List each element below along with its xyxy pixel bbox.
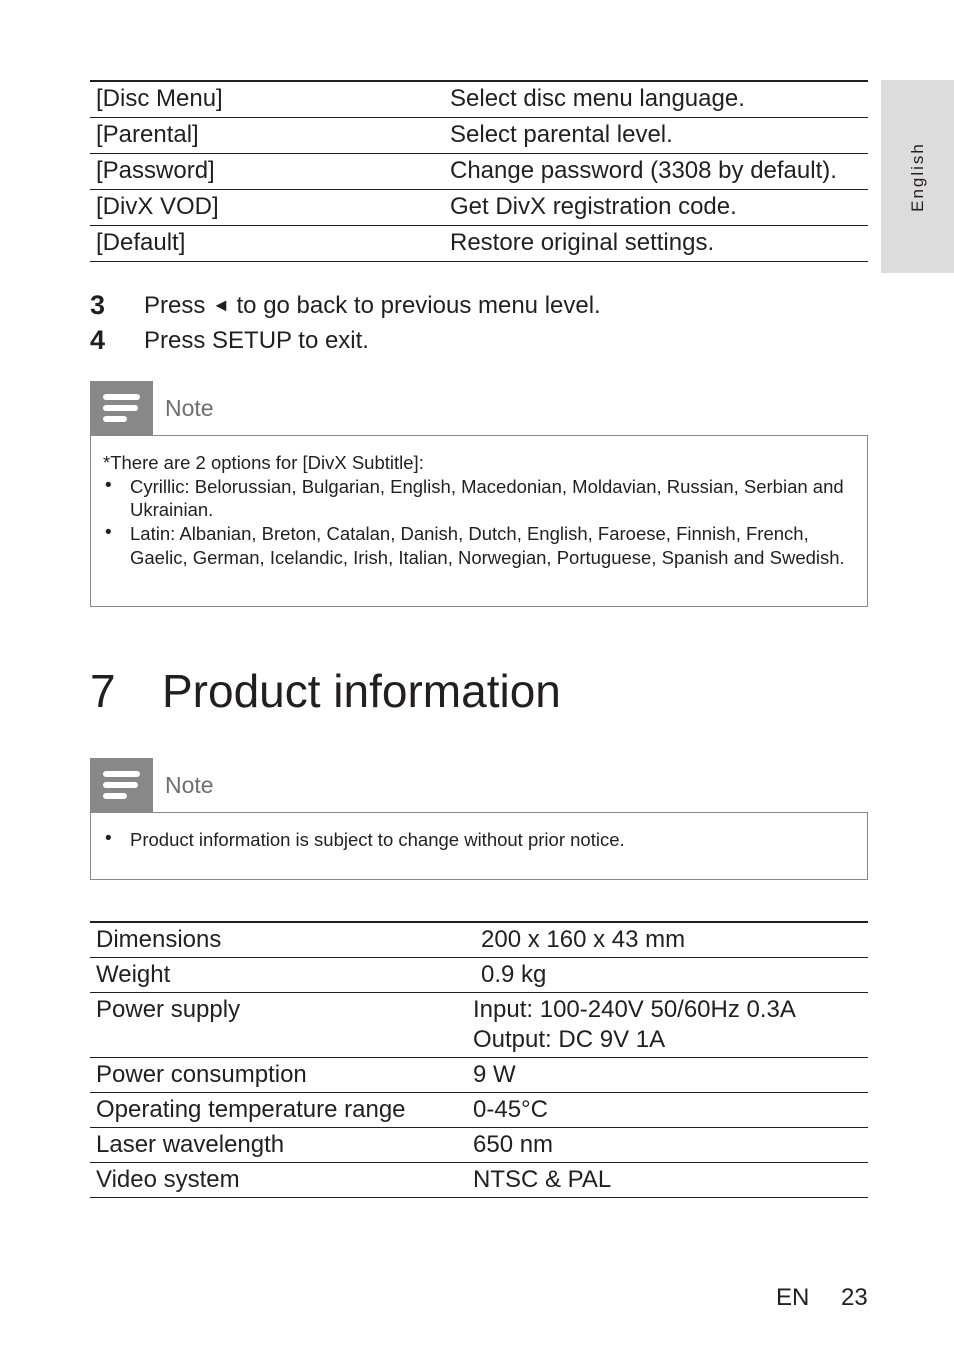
note-icon xyxy=(90,758,153,813)
settings-table xyxy=(90,80,868,262)
table-row xyxy=(90,1128,868,1163)
list-item-term: Latin xyxy=(130,523,171,545)
left-arrow-icon: ◄ xyxy=(212,295,230,315)
list-item-term: Cyrillic xyxy=(130,475,185,497)
spec-value-line: 0.9 kg xyxy=(481,961,547,988)
note-intro xyxy=(91,436,867,475)
list-item xyxy=(91,475,867,522)
footer-language-code: EN xyxy=(776,1284,810,1311)
spec-value xyxy=(467,993,868,1058)
spec-value xyxy=(467,922,868,958)
step-text xyxy=(144,288,601,323)
note-box xyxy=(90,812,868,880)
list-item: • Product information is subject to change without prior notice. xyxy=(91,828,867,852)
step-text-post: to exit. xyxy=(291,327,369,354)
spec-value xyxy=(467,1093,868,1128)
list-item-text: : Belorussian, Bulgarian, English, Macedonian, Moldavian, Russian, Serbian and Ukrainian. xyxy=(130,475,844,521)
table-row xyxy=(90,1163,868,1198)
step-number: 3 xyxy=(90,290,106,320)
setting-description: Select parental level. xyxy=(444,118,868,154)
table-row xyxy=(90,81,868,118)
chapter-number: 7 xyxy=(90,665,116,717)
spec-value-line: Output: DC 9V 1A xyxy=(473,1026,666,1053)
spec-value-line: 0-45°C xyxy=(473,1096,548,1123)
spec-value-line: NTSC & PAL xyxy=(473,1166,612,1193)
spec-value xyxy=(467,1163,868,1198)
note-title: Note xyxy=(165,395,214,421)
setting-description: Select disc menu language. xyxy=(444,81,868,118)
table-row xyxy=(90,226,868,262)
spec-value-line: 650 nm xyxy=(473,1131,554,1158)
spec-name: Operating temperature range xyxy=(90,1093,467,1128)
note-list xyxy=(91,475,867,570)
note-intro-text: *There are 2 options for xyxy=(103,452,303,473)
table-row xyxy=(90,1058,868,1093)
table-row xyxy=(90,1093,868,1128)
setting-description: Get DivX registration code. xyxy=(444,190,868,226)
table-row xyxy=(90,190,868,226)
note-box xyxy=(90,435,868,607)
spec-name: Laser wavelength xyxy=(90,1128,467,1163)
setting-description: Change password (3308 by default). xyxy=(444,154,868,190)
table-row xyxy=(90,118,868,154)
language-side-tab-label: English xyxy=(907,141,927,212)
spec-value-line: 200 x 160 x 43 mm xyxy=(481,926,686,953)
list-item-text: : Albanian, Breton, Catalan, Danish, Dutch, English, Faroese, Finnish, French, Gaelic, German, Icelandic, Irish, Italian, Norwegian, Portuguese, Spanish and Swedish. xyxy=(130,523,845,568)
step-number: 4 xyxy=(90,325,106,355)
language-side-tab xyxy=(881,80,954,273)
table-row xyxy=(90,958,868,993)
spec-value xyxy=(467,1058,868,1093)
note-intro-option: [DivX Subtitle] xyxy=(302,452,419,473)
step-text-post: to go back to previous menu level. xyxy=(229,292,601,319)
setting-name: [DivX VOD] xyxy=(90,190,444,226)
spec-value-line: Input: 100-240V 50/60Hz 0.3A xyxy=(473,996,796,1023)
spec-table xyxy=(90,921,868,1198)
setting-name: [Parental] xyxy=(90,118,444,154)
page-number: 23 xyxy=(841,1284,868,1311)
note-list xyxy=(91,813,867,852)
table-row xyxy=(90,922,868,958)
setting-name: [Default] xyxy=(90,226,444,262)
chapter-title: Product information xyxy=(162,665,561,717)
spec-name: Power supply xyxy=(90,993,467,1058)
spec-value-line: 9 W xyxy=(473,1061,516,1088)
spec-name: Weight xyxy=(90,958,467,993)
table-row xyxy=(90,993,868,1058)
spec-value xyxy=(467,1128,868,1163)
setting-description: Restore original settings. xyxy=(444,226,868,262)
step-text xyxy=(144,323,369,358)
spec-value xyxy=(467,958,868,993)
setting-name: [Password] xyxy=(90,154,444,190)
table-row xyxy=(90,154,868,190)
step-text-pre: Press xyxy=(144,292,213,319)
setup-key-label: SETUP xyxy=(212,327,292,354)
note-intro-colon: : xyxy=(418,452,424,473)
spec-name: Video system xyxy=(90,1163,467,1198)
step-text-pre: Press xyxy=(144,327,213,354)
note-icon xyxy=(90,381,153,436)
spec-name: Dimensions xyxy=(90,922,467,958)
note-title: Note xyxy=(165,772,214,798)
setting-name: [Disc Menu] xyxy=(90,81,444,118)
spec-name: Power consumption xyxy=(90,1058,467,1093)
list-item xyxy=(91,522,867,569)
